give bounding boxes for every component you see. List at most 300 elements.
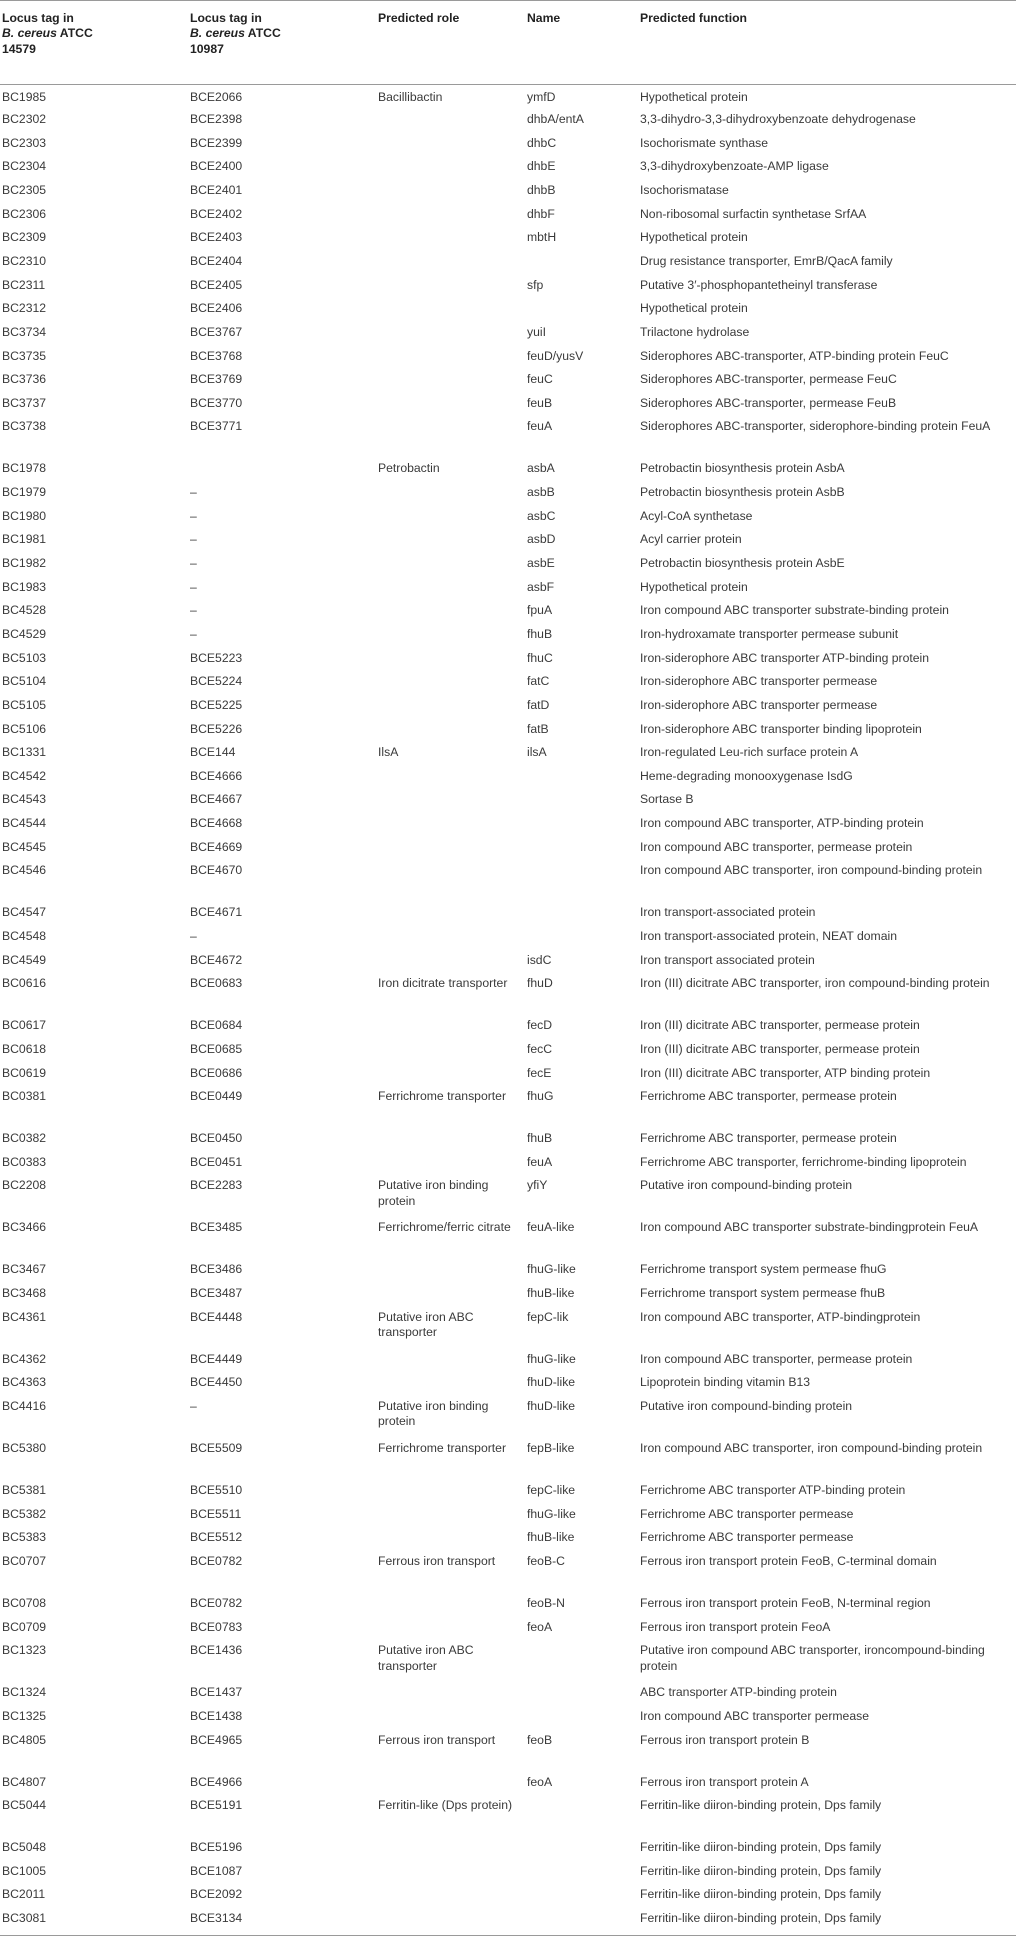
predicted-role-cell <box>378 1907 527 1931</box>
table-row <box>0 1729 1016 1771</box>
predicted-function-cell: Iron compound ABC transporter, permease protein <box>640 839 913 854</box>
table-row <box>0 1216 1016 1258</box>
locus-14579-cell: BC0383 <box>2 1154 47 1169</box>
predicted-role-cell <box>378 788 527 812</box>
locus-14579-cell: BC5380 <box>2 1441 47 1456</box>
table-row <box>0 1794 1016 1836</box>
name-cell: yuiI <box>527 324 546 339</box>
locus-10987-cell: BCE4672 <box>190 952 243 967</box>
predicted-role-cell <box>378 718 527 742</box>
predicted-role-cell: Ferrichrome transporter <box>378 1441 507 1456</box>
header-locus-10987-number: 10987 <box>190 41 224 56</box>
locus-14579-cell: BC0617 <box>2 1018 47 1033</box>
locus-14579-cell: BC1983 <box>2 579 47 594</box>
name-cell <box>527 1681 640 1705</box>
predicted-function-cell: Siderophores ABC-transporter, siderophore-binding protein FeuA <box>640 419 991 434</box>
predicted-function-cell: Siderophores ABC-transporter, ATP-binding protein FeuC <box>640 348 949 363</box>
locus-14579-cell: BC5381 <box>2 1483 47 1498</box>
name-cell <box>527 250 640 274</box>
predicted-function-cell: Hypothetical protein <box>640 230 748 245</box>
locus-10987-cell: BCE5510 <box>190 1483 243 1498</box>
locus-14579-cell: BC2208 <box>2 1178 47 1193</box>
locus-14579-cell: BC1979 <box>2 485 47 500</box>
name-cell: asbF <box>527 579 555 594</box>
locus-14579-cell: BC0709 <box>2 1619 47 1634</box>
locus-14579-cell: BC2309 <box>2 230 47 245</box>
header-locus-10987-species: B. cereus <box>190 26 245 41</box>
predicted-role-cell <box>378 836 527 860</box>
name-cell: fpuA <box>527 603 553 618</box>
locus-10987-cell: BCE5511 <box>190 1506 242 1521</box>
predicted-role-cell: Putative iron ABC transporter <box>378 1309 474 1340</box>
predicted-role-cell <box>378 576 527 600</box>
name-cell <box>527 901 640 925</box>
locus-10987-cell: BCE5196 <box>190 1840 243 1855</box>
predicted-role-cell <box>378 1592 527 1616</box>
locus-10987-cell: BCE1087 <box>190 1863 243 1878</box>
table-row <box>0 528 1016 552</box>
table-row <box>0 1306 1016 1348</box>
predicted-function-cell: Iron-regulated Leu-rich surface protein A <box>640 745 859 760</box>
predicted-role-cell <box>378 859 527 901</box>
table-row <box>0 226 1016 250</box>
predicted-function-cell: Iron compound ABC transporter substrate-binding protein <box>640 603 949 618</box>
table-row <box>0 1836 1016 1860</box>
table-row <box>0 415 1016 457</box>
table-row <box>0 599 1016 623</box>
locus-10987-cell: BCE0783 <box>190 1619 243 1634</box>
locus-10987-cell: BCE3134 <box>190 1911 243 1926</box>
locus-14579-cell: BC5382 <box>2 1506 47 1521</box>
table-row <box>0 132 1016 156</box>
predicted-function-cell: Ferritin-like diiron-binding protein, Dps family <box>640 1798 882 1813</box>
locus-14579-cell: BC2011 <box>2 1887 46 1902</box>
locus-14579-cell: BC2304 <box>2 159 47 174</box>
locus-14579-cell: BC1978 <box>2 461 47 476</box>
predicted-function-cell: Iron compound ABC transporter substrate-bindingprotein FeuA <box>640 1220 979 1235</box>
locus-10987-cell: BCE3767 <box>190 324 243 339</box>
table-row <box>0 1038 1016 1062</box>
predicted-role-cell <box>378 203 527 227</box>
table-row <box>0 505 1016 529</box>
predicted-function-cell: Drug resistance transporter, EmrB/QacA family <box>640 253 893 268</box>
predicted-function-cell: Ferrous iron transport protein FeoB, N-terminal region <box>640 1595 931 1610</box>
predicted-role-cell <box>378 1883 527 1907</box>
predicted-function-cell: Lipoprotein binding vitamin B13 <box>640 1375 811 1390</box>
table-row <box>0 1550 1016 1592</box>
table-row <box>0 1151 1016 1175</box>
name-cell: fepB-like <box>527 1441 575 1456</box>
name-cell: fhuB-like <box>527 1530 575 1545</box>
predicted-function-cell: Iron (III) dicitrate ABC transporter, permease protein <box>640 1018 920 1033</box>
predicted-function-cell: Ferritin-like diiron-binding protein, Dps family <box>640 1863 882 1878</box>
locus-10987-cell: BCE5191 <box>190 1798 243 1813</box>
name-cell: feoB-C <box>527 1553 565 1568</box>
locus-14579-cell: BC3467 <box>2 1262 47 1277</box>
predicted-role-cell: Ferrichrome transporter <box>378 1089 507 1104</box>
table-row <box>0 1681 1016 1705</box>
locus-14579-cell: BC0382 <box>2 1131 47 1146</box>
locus-10987-cell: BCE4668 <box>190 816 243 831</box>
locus-14579-cell: BC4545 <box>2 839 47 854</box>
predicted-function-cell: Iron-siderophore ABC transporter permease <box>640 697 878 712</box>
predicted-role-cell <box>378 1860 527 1884</box>
locus-14579-cell: BC4529 <box>2 626 47 641</box>
locus-10987-cell: BCE144 <box>190 745 236 760</box>
table-row <box>0 788 1016 812</box>
locus-14579-cell: BC2311 <box>2 277 46 292</box>
locus-10987-cell: – <box>190 532 197 547</box>
table-row <box>0 1174 1016 1216</box>
locus-14579-cell: BC4363 <box>2 1375 47 1390</box>
predicted-role-cell <box>378 694 527 718</box>
locus-14579-cell: BC5048 <box>2 1840 47 1855</box>
name-cell: dhbC <box>527 135 557 150</box>
predicted-role-cell <box>378 108 527 132</box>
name-cell: feoB <box>527 1732 553 1747</box>
name-cell: feuB <box>527 395 553 410</box>
locus-14579-cell: BC0619 <box>2 1065 47 1080</box>
locus-10987-cell: BCE0686 <box>190 1065 243 1080</box>
locus-14579-cell: BC5103 <box>2 650 47 665</box>
locus-10987-cell: BCE3769 <box>190 372 243 387</box>
table-row <box>0 949 1016 973</box>
predicted-function-cell: Ferrous iron transport protein FeoA <box>640 1619 831 1634</box>
locus-10987-cell: BCE5509 <box>190 1441 243 1456</box>
locus-14579-cell: BC4549 <box>2 952 47 967</box>
name-cell: fatD <box>527 697 550 712</box>
table-row <box>0 1860 1016 1884</box>
header-predicted-function: Predicted function <box>640 1 1016 85</box>
locus-14579-cell: BC2306 <box>2 206 47 221</box>
predicted-role-cell: Ferritin-like (Dps protein) <box>378 1798 513 1813</box>
locus-10987-cell: BCE2283 <box>190 1178 243 1193</box>
locus-10987-cell: BCE5224 <box>190 674 243 689</box>
locus-14579-cell: BC0381 <box>2 1089 47 1104</box>
predicted-role-cell <box>378 1681 527 1705</box>
name-cell: dhbE <box>527 159 556 174</box>
header-locus-14579-number: 14579 <box>2 41 36 56</box>
table-row <box>0 345 1016 369</box>
table-row <box>0 1616 1016 1640</box>
predicted-function-cell: Ferrichrome transport system permease fhuG <box>640 1262 887 1277</box>
name-cell <box>527 1907 640 1931</box>
predicted-role-cell <box>378 647 527 671</box>
locus-10987-cell: – <box>190 1399 197 1414</box>
name-cell: asbE <box>527 556 555 571</box>
predicted-function-cell: Iron transport-associated protein, NEAT domain <box>640 929 897 943</box>
predicted-role-cell <box>378 481 527 505</box>
predicted-role-cell <box>378 226 527 250</box>
locus-10987-cell: BCE2401 <box>190 183 243 198</box>
predicted-role-cell <box>378 623 527 647</box>
table-row <box>0 1639 1016 1681</box>
name-cell <box>527 1639 640 1681</box>
predicted-function-cell: Putative iron compound-binding protein <box>640 1178 853 1193</box>
locus-10987-cell: BCE4966 <box>190 1774 243 1789</box>
table-bottom-rule <box>0 1935 1016 1936</box>
table-row <box>0 108 1016 132</box>
name-cell: fecD <box>527 1018 553 1033</box>
locus-14579-cell: BC3737 <box>2 395 47 410</box>
predicted-function-cell: 3,3-dihydroxybenzoate-AMP ligase <box>640 159 829 174</box>
table-row <box>0 765 1016 789</box>
table-row <box>0 812 1016 836</box>
predicted-function-cell: Ferrichrome ABC transporter ATP-binding protein <box>640 1483 906 1498</box>
name-cell: asbB <box>527 485 555 500</box>
locus-14579-cell: BC1981 <box>2 532 47 547</box>
locus-14579-cell: BC4362 <box>2 1351 47 1366</box>
table-row <box>0 836 1016 860</box>
locus-10987-cell: BCE3487 <box>190 1286 243 1301</box>
predicted-function-cell: Putative iron compound ABC transporter, ironcompound-binding protein <box>640 1643 985 1673</box>
predicted-function-cell: Ferrichrome ABC transporter, ferrichrome-binding lipoprotein <box>640 1154 967 1169</box>
name-cell: fhuB <box>527 626 553 641</box>
predicted-function-cell: Ferrous iron transport protein B <box>640 1732 810 1747</box>
locus-10987-cell: BCE0782 <box>190 1595 243 1610</box>
locus-14579-cell: BC4528 <box>2 603 47 618</box>
predicted-role-cell <box>378 155 527 179</box>
name-cell: feuC <box>527 372 553 387</box>
table-row <box>0 901 1016 925</box>
locus-10987-cell: – <box>190 929 197 943</box>
locus-14579-cell: BC0708 <box>2 1595 47 1610</box>
locus-10987-cell: BCE0684 <box>190 1018 243 1033</box>
locus-14579-cell: BC4361 <box>2 1309 47 1324</box>
table-row <box>0 203 1016 227</box>
predicted-role-cell: Bacillibactin <box>378 90 443 104</box>
predicted-function-cell: Ferrichrome ABC transporter permease <box>640 1530 854 1545</box>
name-cell: asbA <box>527 461 555 476</box>
name-cell: fhuC <box>527 650 553 665</box>
predicted-role-cell <box>378 297 527 321</box>
table-row <box>0 297 1016 321</box>
predicted-role-cell <box>378 765 527 789</box>
name-cell: mbtH <box>527 230 557 245</box>
header-locus-14579-line1: Locus tag in <box>2 11 74 25</box>
predicted-function-cell: Iron transport-associated protein <box>640 905 816 920</box>
locus-14579-cell: BC1982 <box>2 556 47 571</box>
predicted-role-cell: Ferrichrome/ferric citrate <box>378 1220 511 1235</box>
predicted-role-cell <box>378 925 527 949</box>
name-cell: yfiY <box>527 1178 548 1193</box>
predicted-role-cell <box>378 321 527 345</box>
predicted-function-cell: Acyl-CoA synthetase <box>640 508 753 523</box>
predicted-role-cell <box>378 1151 527 1175</box>
locus-10987-cell: BCE2066 <box>190 90 243 104</box>
table-row <box>0 179 1016 203</box>
header-row <box>0 1 1016 85</box>
name-cell: dhbA/entA <box>527 112 584 127</box>
locus-10987-cell: BCE4965 <box>190 1732 243 1747</box>
locus-14579-cell: BC1980 <box>2 508 47 523</box>
predicted-function-cell: 3,3-dihydro-3,3-dihydroxybenzoate dehydrogenase <box>640 112 916 127</box>
table-row <box>0 1526 1016 1550</box>
predicted-function-cell: Ferritin-like diiron-binding protein, Dps family <box>640 1840 882 1855</box>
predicted-function-cell: Iron compound ABC transporter, iron compound-binding protein <box>640 863 983 878</box>
table-row <box>0 368 1016 392</box>
locus-14579-cell: BC3738 <box>2 419 47 434</box>
locus-10987-cell: BCE3771 <box>190 419 243 434</box>
predicted-function-cell: Isochorismatase <box>640 183 729 198</box>
name-cell <box>527 1836 640 1860</box>
name-cell: dhbB <box>527 183 556 198</box>
predicted-function-cell: Iron compound ABC transporter, ATP-binding protein <box>640 816 924 831</box>
locus-14579-cell: BC3468 <box>2 1286 47 1301</box>
locus-10987-cell: BCE4450 <box>190 1375 243 1390</box>
table-row <box>0 1437 1016 1479</box>
table-row <box>0 321 1016 345</box>
name-cell: fhuG <box>527 1089 554 1104</box>
locus-10987-cell: BCE5512 <box>190 1530 243 1545</box>
locus-10987-cell: BCE4669 <box>190 839 243 854</box>
locus-10987-cell: BCE5223 <box>190 650 243 665</box>
table-row <box>0 1014 1016 1038</box>
predicted-role-cell <box>378 368 527 392</box>
table-row <box>0 718 1016 742</box>
name-cell <box>527 836 640 860</box>
predicted-role-cell <box>378 812 527 836</box>
locus-10987-cell: BCE1437 <box>190 1685 243 1700</box>
locus-10987-cell: – <box>190 485 197 500</box>
name-cell: ilsA <box>527 745 547 760</box>
name-cell: fhuB <box>527 1131 553 1146</box>
table-row <box>0 155 1016 179</box>
predicted-role-cell: Ferrous iron transport <box>378 1553 496 1568</box>
predicted-role-cell: Putative iron ABC transporter <box>378 1643 474 1673</box>
predicted-role-cell <box>378 599 527 623</box>
name-cell <box>527 1794 640 1836</box>
name-cell <box>527 1705 640 1729</box>
table-row <box>0 623 1016 647</box>
locus-14579-cell: BC2312 <box>2 301 47 316</box>
table-row <box>0 972 1016 1014</box>
locus-14579-cell: BC4547 <box>2 905 47 920</box>
name-cell <box>527 765 640 789</box>
predicted-function-cell: ABC transporter ATP-binding protein <box>640 1685 837 1700</box>
predicted-function-cell: Iron (III) dicitrate ABC transporter, permease protein <box>640 1041 920 1056</box>
locus-10987-cell: BCE2402 <box>190 206 243 221</box>
predicted-function-cell: Non-ribosomal surfactin synthetase SrfAA <box>640 206 867 221</box>
predicted-role-cell <box>378 345 527 369</box>
locus-14579-cell: BC0707 <box>2 1553 47 1568</box>
predicted-role-cell: IlsA <box>378 745 399 760</box>
predicted-function-cell: Iron-hydroxamate transporter permease subunit <box>640 626 899 641</box>
table-row <box>0 250 1016 274</box>
locus-14579-cell: BC3466 <box>2 1220 47 1235</box>
predicted-role-cell <box>378 1258 527 1282</box>
name-cell <box>527 297 640 321</box>
locus-14579-cell: BC2302 <box>2 112 47 127</box>
locus-14579-cell: BC3734 <box>2 324 47 339</box>
name-cell: feuA <box>527 1154 553 1169</box>
predicted-role-cell <box>378 132 527 156</box>
locus-14579-cell: BC4805 <box>2 1732 47 1747</box>
name-cell: fhuG-like <box>527 1351 576 1366</box>
name-cell <box>527 1860 640 1884</box>
locus-14579-cell: BC1323 <box>2 1643 47 1658</box>
predicted-function-cell: Heme-degrading monooxygenase IsdG <box>640 768 853 783</box>
locus-10987-cell: BCE5226 <box>190 721 243 736</box>
name-cell: fhuG-like <box>527 1506 576 1521</box>
name-cell <box>527 1883 640 1907</box>
header-locus-10987-line1: Locus tag in <box>190 11 262 25</box>
name-cell: feuA <box>527 419 553 434</box>
table-row <box>0 552 1016 576</box>
table-row <box>0 1705 1016 1729</box>
predicted-role-cell <box>378 1771 527 1795</box>
table-row <box>0 859 1016 901</box>
table-body <box>0 85 1016 1931</box>
locus-14579-cell: BC1331 <box>2 745 47 760</box>
header-locus-14579 <box>0 1 190 85</box>
predicted-function-cell: Iron-siderophore ABC transporter permease <box>640 674 878 689</box>
table-row <box>0 1258 1016 1282</box>
predicted-function-cell: Isochorismate synthase <box>640 135 769 150</box>
locus-10987-cell: BCE1438 <box>190 1708 243 1723</box>
table-row <box>0 1371 1016 1395</box>
locus-10987-cell: – <box>190 556 197 571</box>
predicted-function-cell: Hypothetical protein <box>640 579 748 594</box>
predicted-role-cell <box>378 1503 527 1527</box>
name-cell: fepC-lik <box>527 1309 569 1324</box>
predicted-role-cell: Iron dicitrate transporter <box>378 976 508 991</box>
name-cell: feoB-N <box>527 1595 565 1610</box>
predicted-role-cell: Petrobactin <box>378 461 440 476</box>
locus-10987-cell: BCE2399 <box>190 135 243 150</box>
table-row <box>0 481 1016 505</box>
name-cell: feoA <box>527 1619 553 1634</box>
table-row <box>0 576 1016 600</box>
locus-14579-cell: BC1985 <box>2 90 47 104</box>
table-row <box>0 925 1016 949</box>
table-row <box>0 1282 1016 1306</box>
locus-14579-cell: BC3736 <box>2 372 47 387</box>
header-name: Name <box>527 1 640 85</box>
predicted-function-cell: Acyl carrier protein <box>640 532 742 547</box>
name-cell: fhuD-like <box>527 1375 576 1390</box>
predicted-function-cell: Putative iron compound-binding protein <box>640 1399 853 1414</box>
locus-14579-cell: BC4416 <box>2 1399 47 1414</box>
locus-10987-cell: BCE0685 <box>190 1041 243 1056</box>
locus-14579-cell: BC4546 <box>2 863 47 878</box>
predicted-function-cell: Hypothetical protein <box>640 301 748 316</box>
predicted-function-cell: Iron-siderophore ABC transporter binding lipoprotein <box>640 721 922 736</box>
predicted-role-cell <box>378 505 527 529</box>
locus-10987-cell: BCE2092 <box>190 1887 243 1902</box>
locus-10987-cell: BCE2405 <box>190 277 243 292</box>
predicted-role-cell: Ferrous iron transport <box>378 1732 496 1747</box>
table-row <box>0 670 1016 694</box>
locus-14579-cell: BC5383 <box>2 1530 47 1545</box>
locus-10987-cell: BCE2403 <box>190 230 243 245</box>
predicted-function-cell: Sortase B <box>640 792 694 807</box>
table-row <box>0 1883 1016 1907</box>
name-cell: feoA <box>527 1774 553 1789</box>
name-cell <box>527 788 640 812</box>
predicted-function-cell: Trilactone hydrolase <box>640 324 750 339</box>
locus-14579-cell: BC5105 <box>2 697 47 712</box>
locus-14579-cell: BC1005 <box>2 1863 47 1878</box>
table-row <box>0 1127 1016 1151</box>
locus-10987-cell: BCE3485 <box>190 1220 243 1235</box>
predicted-function-cell: Siderophores ABC-transporter, permease FeuB <box>640 395 897 410</box>
locus-10987-cell: BCE0451 <box>190 1154 243 1169</box>
locus-14579-cell: BC1325 <box>2 1708 47 1723</box>
locus-14579-cell: BC3081 <box>2 1911 47 1926</box>
name-cell: isdC <box>527 952 552 967</box>
name-cell: fatC <box>527 674 550 689</box>
